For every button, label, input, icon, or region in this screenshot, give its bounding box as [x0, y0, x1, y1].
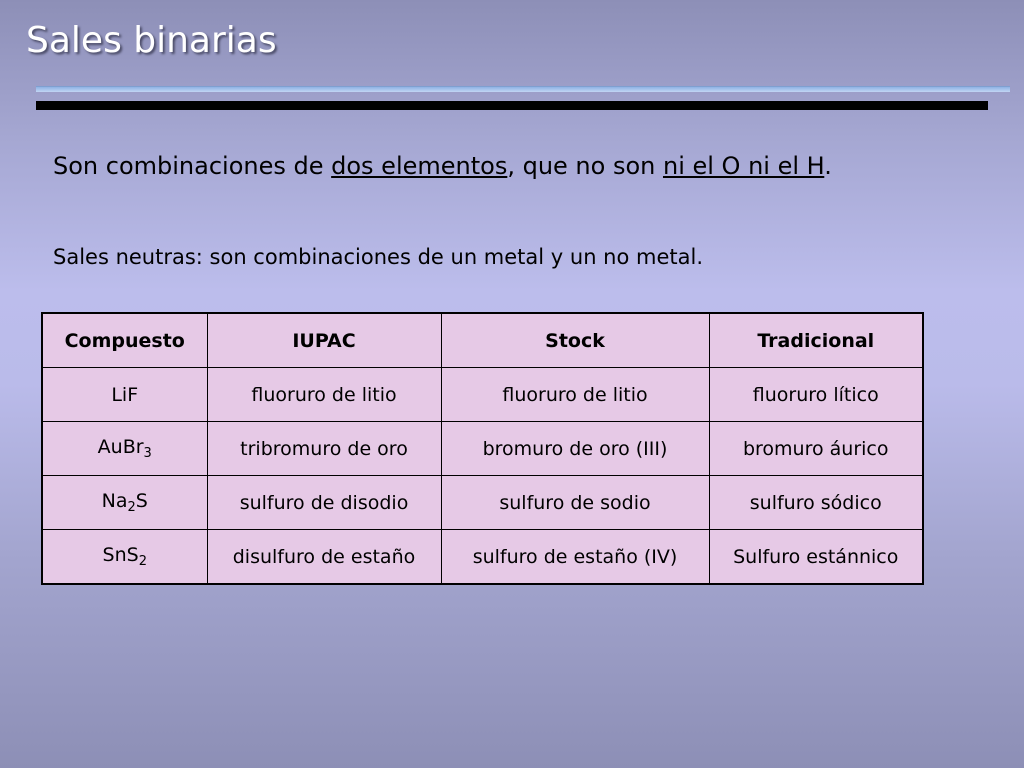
cell-stock: fluoruro de litio	[441, 368, 709, 422]
table-row	[42, 530, 923, 585]
cell-iupac: tribromuro de oro	[207, 422, 441, 476]
intro-underlined-1: dos elementos	[331, 152, 508, 180]
header-stock: Stock	[441, 313, 709, 368]
title-divider-light	[36, 86, 1010, 92]
header-compuesto: Compuesto	[42, 313, 207, 368]
cell-stock: sulfuro de sodio	[441, 476, 709, 530]
intro-part-1: Son combinaciones de	[53, 152, 332, 180]
cell-tradicional: Sulfuro estánnico	[709, 530, 923, 585]
table-row	[42, 422, 923, 476]
cell-stock: sulfuro de estaño (IV)	[441, 530, 709, 585]
cell-stock: bromuro de oro (III)	[441, 422, 709, 476]
intro-underlined-2: ni el O ni el H	[662, 152, 825, 180]
formula-subscript: 3	[143, 446, 152, 461]
slide-title: Sales binarias	[26, 20, 277, 61]
salts-table	[41, 312, 924, 585]
formula-subscript: 2	[138, 554, 147, 569]
cell-tradicional: bromuro áurico	[709, 422, 923, 476]
title-divider-dark	[36, 101, 988, 110]
header-tradicional: Tradicional	[709, 313, 923, 368]
intro-part-2: , que no son	[507, 152, 663, 180]
cell-iupac: fluoruro de litio	[207, 368, 441, 422]
table-row	[42, 476, 923, 530]
cell-formula: AuBr$_3$	[42, 422, 207, 476]
cell-formula: $Na_2S$	[42, 476, 207, 530]
cell-formula: LiF	[42, 368, 207, 422]
cell-tradicional: fluoruro lítico	[709, 368, 923, 422]
cell-tradicional: sulfuro sódico	[709, 476, 923, 530]
table-row	[42, 368, 923, 422]
intro-part-3: .	[824, 152, 832, 180]
table-header-row	[42, 313, 923, 368]
formula-subscript: 2	[127, 500, 136, 515]
cell-iupac: sulfuro de disodio	[207, 476, 441, 530]
subtitle-text: Sales neutras: son combinaciones de un metal y un no metal.	[53, 245, 704, 269]
intro-text	[53, 152, 832, 180]
header-iupac: IUPAC	[207, 313, 441, 368]
cell-iupac: disulfuro de estaño	[207, 530, 441, 585]
cell-formula: SnS$_2$	[42, 530, 207, 585]
